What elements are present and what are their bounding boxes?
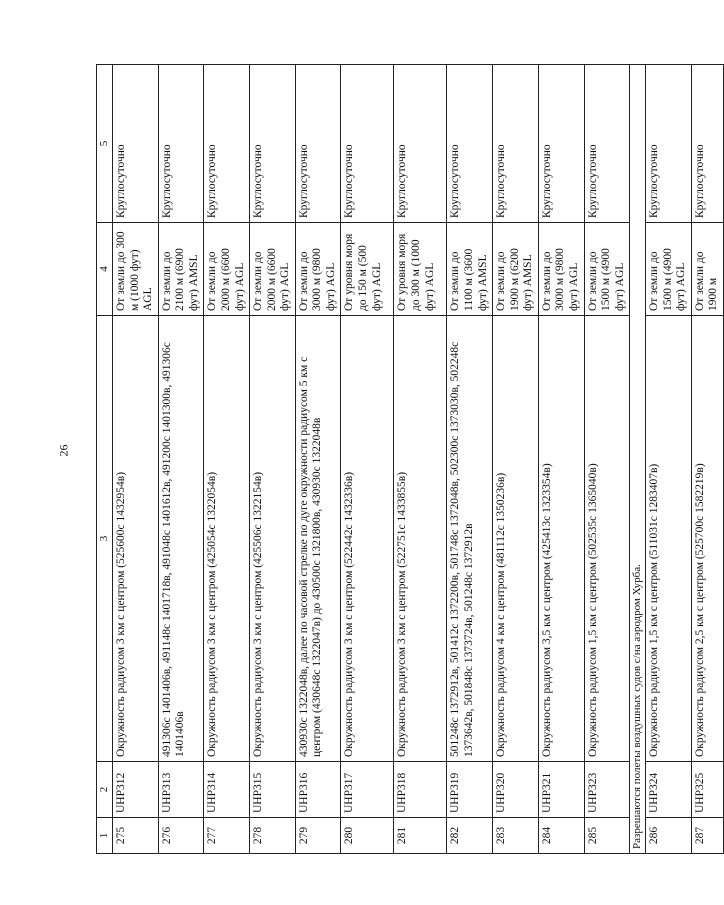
section-note-row (630, 65, 646, 854)
row-number-cell: 287 (691, 818, 723, 854)
altitude-limits-cell: От земли до 3000 м (9800 фут) AGL (538, 223, 584, 316)
airspace-zones-table (96, 64, 724, 854)
altitude-limits-cell: От земли до 300 м (1000 фут) AGL (113, 223, 159, 316)
zone-boundary-cell: 430930с 1322048в, далее по часовой стрелке по дуге окружности радиусом 5 км с центром (430648с 1322047в) до 430500с 1321800в, 430930с 1322048в (295, 316, 341, 762)
altitude-limits-cell: От земли до 1100 м (3600 фут) AMSL (447, 223, 493, 316)
operating-time-cell: Круглосуточно (295, 65, 341, 223)
zone-code-cell: UHP319 (447, 762, 493, 818)
row-number-cell: 275 (113, 818, 159, 854)
zone-code-cell: UHP320 (493, 762, 539, 818)
zone-boundary-cell: Окружность радиусом 1,5 км с центром (502535с 1365040в) (584, 316, 630, 762)
zone-boundary-cell: Окружность радиусом 3,5 км с центром (425413с 1323354в) (538, 316, 584, 762)
row-number-cell: 278 (250, 818, 296, 854)
page-number: 26 (56, 444, 71, 457)
table-row (295, 65, 341, 854)
zone-boundary-cell: 501248с 1372912в, 501412с 1372200в, 501748с 1372048в, 502300с 1373030в, 502248с 1373642в, 501848с 1373724в, 501248с 1372912в (447, 316, 493, 762)
altitude-limits-cell: От уровня моря до 300 м (1000 фут) AGL (394, 223, 447, 316)
row-number-cell: 283 (493, 818, 539, 854)
zone-boundary-cell: Окружность радиусом 2,5 км с центром (525700с 1582219в) (691, 316, 723, 762)
operating-time-cell: Круглосуточно (113, 65, 159, 223)
table-row (113, 65, 159, 854)
table-row (493, 65, 539, 854)
zone-code-cell: UHP318 (394, 762, 447, 818)
table-row (691, 65, 723, 854)
table-row (204, 65, 250, 854)
table-row (394, 65, 447, 854)
operating-time-cell: Круглосуточно (493, 65, 539, 223)
altitude-limits-cell: От земли до 1900 м (691, 223, 723, 316)
row-number-cell: 281 (394, 818, 447, 854)
table-body (113, 65, 724, 854)
zone-code-cell: UHP313 (158, 762, 204, 818)
header-col-4: 4 (97, 223, 113, 316)
header-col-5: 5 (97, 65, 113, 223)
operating-time-cell: Круглосуточно (158, 65, 204, 223)
altitude-limits-cell: От земли до 1500 м (4900 фут) AGL (584, 223, 630, 316)
header-col-3: 3 (97, 316, 113, 762)
operating-time-cell: Круглосуточно (447, 65, 493, 223)
row-number-cell: 286 (646, 818, 692, 854)
altitude-limits-cell: От земли до 1900 м (6200 фут) AMSL (493, 223, 539, 316)
zone-code-cell: UHP323 (584, 762, 630, 818)
table-row (341, 65, 394, 854)
zone-boundary-cell: 491306с 1401406в, 491148с 1401718в, 491048с 1401612в, 491200с 1401300в, 491306с 1401406в (158, 316, 204, 762)
zone-boundary-cell: Окружность радиусом 3 км с центром (425054с 1322054в) (204, 316, 250, 762)
section-note: Разрешаются полеты воздушных судов с/на аэродром Хурба. (630, 65, 646, 854)
operating-time-cell: Круглосуточно (394, 65, 447, 223)
zone-boundary-cell: Окружность радиусом 3 км с центром (522751с 1433855в) (394, 316, 447, 762)
table-row (158, 65, 204, 854)
table-row (250, 65, 296, 854)
zone-code-cell: UHP321 (538, 762, 584, 818)
table-row (646, 65, 692, 854)
altitude-limits-cell: От земли до 2100 м (6900 фут) AMSL (158, 223, 204, 316)
zone-boundary-cell: Окружность радиусом 1,5 км с центром (511031с 1283407в) (646, 316, 692, 762)
zone-boundary-cell: Окружность радиусом 3 км с центром (522442с 1432336в) (341, 316, 394, 762)
row-number-cell: 280 (341, 818, 394, 854)
row-number-cell: 282 (447, 818, 493, 854)
zone-boundary-cell: Окружность радиусом 3 км с центром (425506с 1322154в) (250, 316, 296, 762)
altitude-limits-cell: От земли до 1500 м (4900 фут) AGL (646, 223, 692, 316)
zone-code-cell: UHP312 (113, 762, 159, 818)
zone-code-cell: UHP316 (295, 762, 341, 818)
operating-time-cell: Круглосуточно (538, 65, 584, 223)
operating-time-cell: Круглосуточно (250, 65, 296, 223)
zone-code-cell: UHP315 (250, 762, 296, 818)
operating-time-cell: Круглосуточно (341, 65, 394, 223)
table-row (447, 65, 493, 854)
table-header-row (97, 65, 113, 854)
row-number-cell: 284 (538, 818, 584, 854)
zone-boundary-cell: Окружность радиусом 3 км с центром (525600с 1432954в) (113, 316, 159, 762)
altitude-limits-cell: От земли до 2000 м (6600 фут) AGL (204, 223, 250, 316)
zone-code-cell: UHP325 (691, 762, 723, 818)
table-row (584, 65, 630, 854)
zone-boundary-cell: Окружность радиусом 4 км с центром (481112с 1350236в) (493, 316, 539, 762)
operating-time-cell: Круглосуточно (204, 65, 250, 223)
operating-time-cell: Круглосуточно (691, 65, 723, 223)
operating-time-cell: Круглосуточно (584, 65, 630, 223)
header-col-1: 1 (97, 818, 113, 854)
rotated-table-container (96, 65, 720, 854)
operating-time-cell: Круглосуточно (646, 65, 692, 223)
zone-code-cell: UHP314 (204, 762, 250, 818)
altitude-limits-cell: От уровня моря до 150 м (500 фут) AGL (341, 223, 394, 316)
zone-code-cell: UHP317 (341, 762, 394, 818)
header-col-2: 2 (97, 762, 113, 818)
row-number-cell: 276 (158, 818, 204, 854)
table-row (538, 65, 584, 854)
row-number-cell: 279 (295, 818, 341, 854)
altitude-limits-cell: От земли до 3000 м (9800 фут) AGL (295, 223, 341, 316)
row-number-cell: 285 (584, 818, 630, 854)
document-table-area (96, 65, 720, 854)
zone-code-cell: UHP324 (646, 762, 692, 818)
row-number-cell: 277 (204, 818, 250, 854)
altitude-limits-cell: От земли до 2000 м (6600 фут) AGL (250, 223, 296, 316)
